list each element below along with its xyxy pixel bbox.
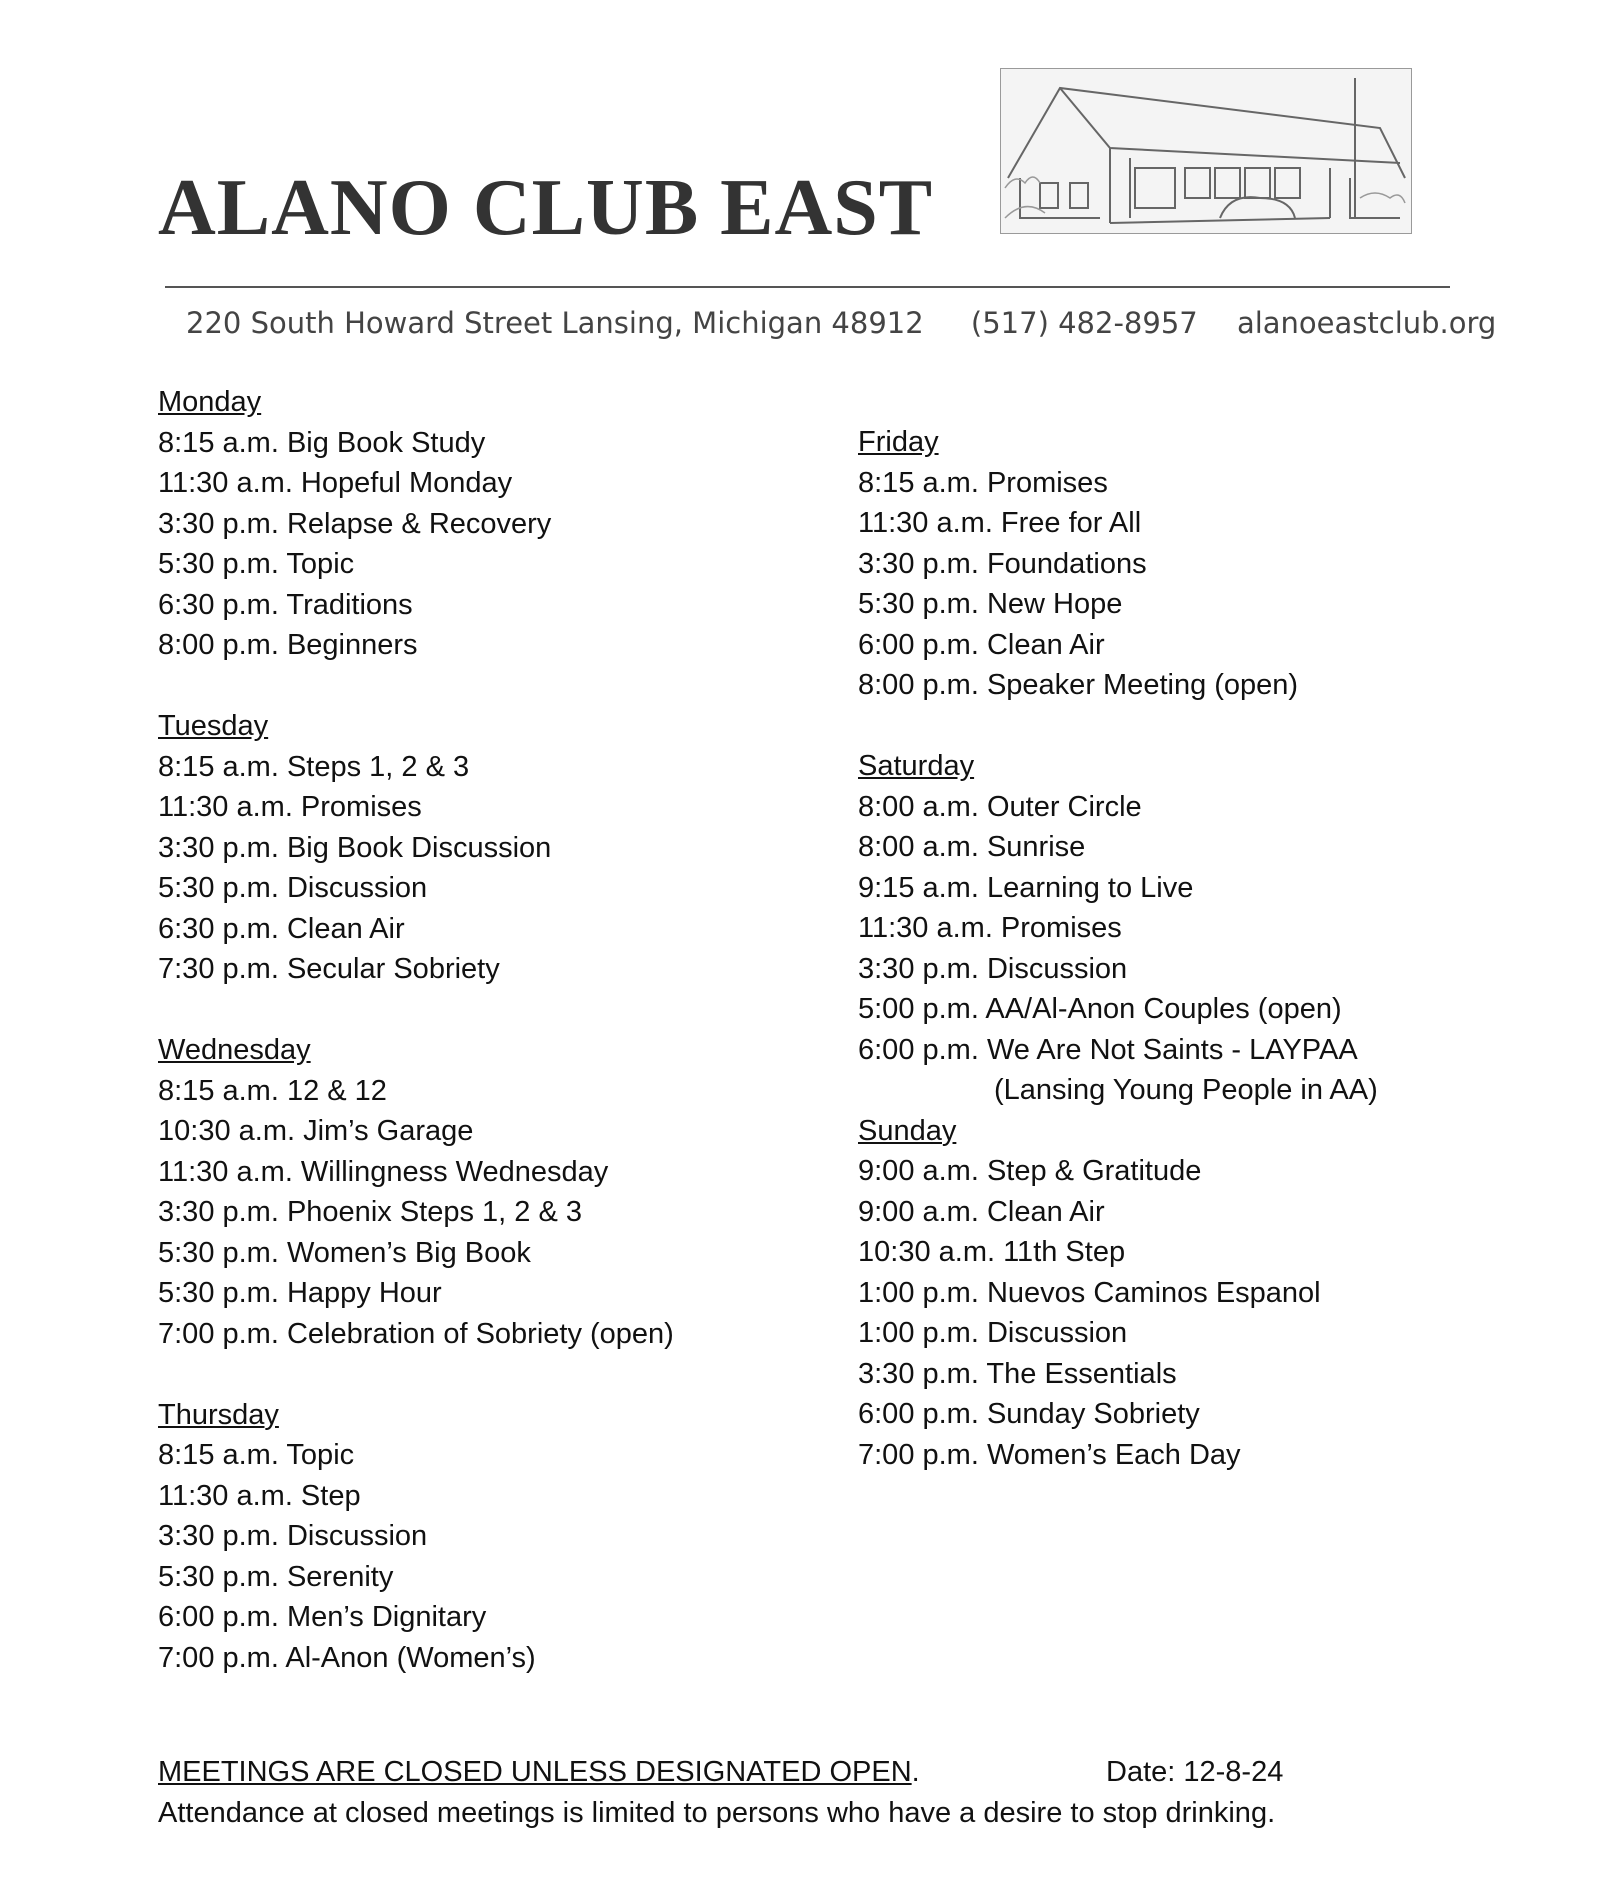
day-heading: Thursday xyxy=(158,1398,279,1431)
attendance-note: Attendance at closed meetings is limited to persons who have a desire to stop drinking. xyxy=(158,1797,1276,1829)
meeting-item: 9:00 a.m. Clean Air xyxy=(858,1195,1105,1228)
meeting-item: 8:00 p.m. Beginners xyxy=(158,629,418,661)
meeting-item: 3:30 p.m. Discussion xyxy=(858,952,1128,985)
meeting-item: 10:30 a.m. Jim’s Garage xyxy=(158,1115,474,1147)
meeting-item: 3:30 p.m. The Essentials xyxy=(858,1357,1177,1390)
day-heading: Monday xyxy=(158,386,262,418)
day-saturday xyxy=(858,746,1558,1111)
meeting-item: 7:00 p.m. Women’s Each Day xyxy=(858,1438,1241,1471)
day-heading: Saturday xyxy=(858,750,975,782)
meeting-item: 8:15 a.m. Topic xyxy=(158,1439,355,1471)
meeting-item: 1:00 p.m. Discussion xyxy=(858,1317,1128,1349)
meeting-item: 8:00 a.m. Sunrise xyxy=(858,831,1086,863)
meeting-item: 11:30 a.m. Step xyxy=(158,1479,361,1512)
page-title: ALANO CLUB EAST xyxy=(158,164,934,252)
meeting-item: 9:15 a.m. Learning to Live xyxy=(858,871,1194,904)
meeting-item: 5:30 p.m. Discussion xyxy=(158,872,428,904)
meeting-item: 5:30 p.m. New Hope xyxy=(858,588,1123,620)
header-divider xyxy=(165,286,1450,288)
meeting-item: 9:00 a.m. Step & Gratitude xyxy=(858,1155,1202,1187)
day-heading: Tuesday xyxy=(158,710,269,742)
meeting-item: 8:15 a.m. Big Book Study xyxy=(158,426,486,459)
meeting-item: 11:30 a.m. Free for All xyxy=(858,507,1142,539)
phone-number: (517) 482-8957 xyxy=(970,306,1198,340)
meeting-item: 3:30 p.m. Foundations xyxy=(858,547,1147,580)
meeting-item: 5:00 p.m. AA/Al-Anon Couples (open) xyxy=(858,993,1342,1025)
meeting-item-continuation: (Lansing Young People in AA) xyxy=(994,1074,1378,1106)
meeting-item: 5:30 p.m. Serenity xyxy=(158,1560,394,1593)
address: 220 South Howard Street Lansing, Michigan 48912 xyxy=(186,306,924,340)
meeting-item: 5:30 p.m. Topic xyxy=(158,548,355,580)
meeting-item: 8:00 p.m. Speaker Meeting (open) xyxy=(858,669,1299,701)
meeting-item: 3:30 p.m. Relapse & Recovery xyxy=(158,507,552,540)
notice-period: . xyxy=(911,1756,920,1788)
meeting-item: 7:00 p.m. Celebration of Sobriety (open) xyxy=(158,1317,674,1350)
website-link[interactable]: alanoeastclub.org xyxy=(1236,306,1497,340)
meeting-item: 6:00 p.m. We Are Not Saints - LAYPAA xyxy=(858,1033,1358,1066)
schedule-left-column xyxy=(158,382,848,1678)
day-heading: Friday xyxy=(858,426,939,458)
meeting-item: 7:30 p.m. Secular Sobriety xyxy=(158,953,500,985)
day-heading: Sunday xyxy=(858,1114,957,1147)
meeting-item: 11:30 a.m. Promises xyxy=(158,791,422,823)
schedule-right-column xyxy=(858,422,1558,1475)
meeting-item: 6:00 p.m. Clean Air xyxy=(858,628,1105,661)
meeting-item: 5:30 p.m. Happy Hour xyxy=(158,1277,442,1309)
meeting-item: 11:30 a.m. Willingness Wednesday xyxy=(158,1155,609,1188)
meeting-item: 1:00 p.m. Nuevos Caminos Espanol xyxy=(858,1276,1321,1309)
footer xyxy=(158,1752,1284,1834)
day-thursday xyxy=(158,1395,848,1679)
day-tuesday xyxy=(158,706,848,990)
meeting-item: 5:30 p.m. Women’s Big Book xyxy=(158,1236,531,1269)
closed-meetings-notice: MEETINGS ARE CLOSED UNLESS DESIGNATED OPEN xyxy=(158,1756,912,1788)
meeting-item: 3:30 p.m. Phoenix Steps 1, 2 & 3 xyxy=(158,1196,582,1228)
meeting-item: 3:30 p.m. Big Book Discussion xyxy=(158,831,552,864)
meeting-item: 6:30 p.m. Traditions xyxy=(158,588,413,621)
clubhouse-sketch-image xyxy=(1000,68,1412,234)
meeting-item: 6:00 p.m. Men’s Dignitary xyxy=(158,1601,487,1633)
day-sunday xyxy=(858,1111,1558,1476)
meeting-item: 8:15 a.m. Steps 1, 2 & 3 xyxy=(158,750,470,783)
day-friday xyxy=(858,422,1558,706)
meeting-item: 8:00 a.m. Outer Circle xyxy=(858,790,1142,823)
meeting-item: 3:30 p.m. Discussion xyxy=(158,1520,428,1552)
meeting-item: 8:15 a.m. 12 & 12 xyxy=(158,1074,387,1107)
meeting-item: 8:15 a.m. Promises xyxy=(858,466,1108,499)
schedule-date: Date: 12-8-24 xyxy=(1106,1756,1284,1788)
day-monday xyxy=(158,382,848,666)
meeting-item: 11:30 a.m. Promises xyxy=(858,912,1122,944)
day-wednesday xyxy=(158,1030,848,1354)
meeting-item: 6:30 p.m. Clean Air xyxy=(158,912,405,945)
meeting-item: 11:30 a.m. Hopeful Monday xyxy=(158,467,513,499)
meeting-item: 6:00 p.m. Sunday Sobriety xyxy=(858,1398,1200,1430)
meeting-item: 7:00 p.m. Al-Anon (Women’s) xyxy=(158,1641,536,1674)
meeting-item: 10:30 a.m. 11th Step xyxy=(858,1236,1126,1268)
contact-line xyxy=(186,306,1496,340)
day-heading: Wednesday xyxy=(158,1034,311,1066)
